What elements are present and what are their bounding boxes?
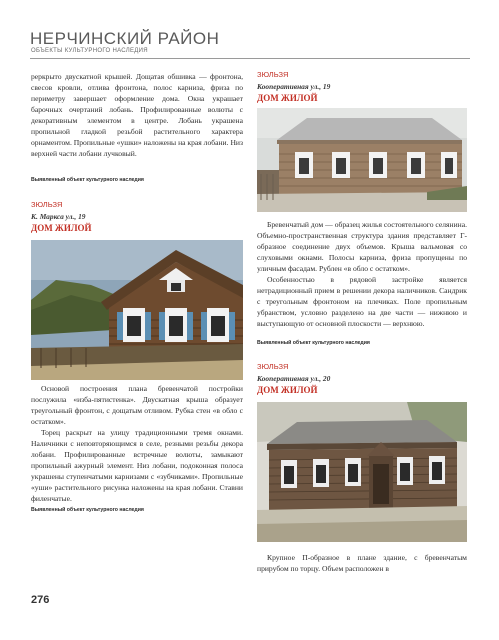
- left-paragraph-1: Основой построения плана бревенчатой постройки послужила «изба-пятистенка». Двускатная крыша образует треугольный фронтон, с дощатым отливом. Рубка стен «в обло с остатком».: [31, 384, 243, 426]
- house-photo-right-top-image: [257, 108, 467, 212]
- entry-district-right-2: ЗЮЛЬЗЯ: [257, 362, 289, 371]
- header-divider: [30, 58, 470, 59]
- entry-type: ДОМ ЖИЛОЙ: [31, 223, 92, 233]
- right-paragraph-2: Особенностью в рядовой застройке является нетрадиционный прием в решении декора наличников. Сандрик с треугольным фронтоном на плечиках. Поле пропильным убранством, условно разделено на две части — нижнюю и выступающую от основной плоскости — верхнюю.: [257, 275, 467, 328]
- right-description-2: [257, 552, 467, 574]
- entry-type-right-2: ДОМ ЖИЛОЙ: [257, 385, 318, 395]
- entry-district: ЗЮЛЬЗЯ: [31, 200, 63, 209]
- right-description-1: [257, 219, 467, 329]
- left-top-paragraph: реркрыто двускатной крышей. Дощатая обшивка — фронтона, свесов кровли, отлива фронтона, полос карниза, фриза по периметру завершает оформление дома. Окна украшает барочных очертаний лобань. Профилированные волюты с декоративным элементом в центре. Лобань украшена пропильной гладкой резьбой растительного характера орнаментом. Пропильные «ушки» наложены на края лобани. Низ верхней части лобани лучковый.: [31, 72, 243, 158]
- entry-district-right-1: ЗЮЛЬЗЯ: [257, 70, 289, 79]
- right-paragraph-1: Бревенчатый дом — образец жилья состоятельного селянина. Объемно-пространственная структура здания представляет Г-образное соединение двух объемов. Крыша вальмовая со слуховыми окнами. Полосы карниза, фриза пропущены по уличным фасадам. Рублен «в обло с остатком».: [257, 220, 467, 273]
- entry-street-right-1: Кооперативная ул., 19: [257, 82, 331, 91]
- left-paragraph-2: Торец раскрыт на улицу традиционными тремя окнами. Наличники с неповторяющимся в селе, резными резьбы декора лобани. Профилированные встречные волюты, замыкают пропильный ажурный элемент. Низ лобани, подоконная полоса украшены ступенчатыми карнизами с «зубчиками». Пропильные «уши» растительного рисунка наложены на края лобани. Ставни филенчатые.: [31, 428, 243, 503]
- left-top-text: [31, 71, 243, 159]
- house-photo-left-image: [31, 240, 243, 380]
- house-photo-left: [31, 240, 243, 380]
- heritage-badge-right: Выявленный объект культурного наследия: [257, 340, 370, 346]
- page-number: 276: [31, 594, 50, 606]
- house-photo-right-top: [257, 108, 467, 212]
- entry-street: К. Маркса ул., 19: [31, 212, 86, 221]
- heritage-badge: Выявленный объект культурного наследия: [31, 177, 144, 183]
- section-subtitle: ОБЪЕКТЫ КУЛЬТУРНОГО НАСЛЕДИЯ: [31, 48, 148, 54]
- house-photo-right-bottom-image: [257, 402, 467, 542]
- section-title: НЕРЧИНСКИЙ РАЙОН: [30, 29, 220, 48]
- heritage-badge-left-bottom: Выявленный объект культурного наследия: [31, 507, 144, 513]
- entry-type-right-1: ДОМ ЖИЛОЙ: [257, 93, 318, 103]
- right-bottom-paragraph: Крупное П-образное в плане здание, с бревенчатым прирубом по торцу. Объем расположен в: [257, 553, 467, 573]
- entry-street-right-2: Кооперативная ул., 20: [257, 374, 331, 383]
- left-description: [31, 383, 243, 504]
- house-photo-right-bottom: [257, 402, 467, 542]
